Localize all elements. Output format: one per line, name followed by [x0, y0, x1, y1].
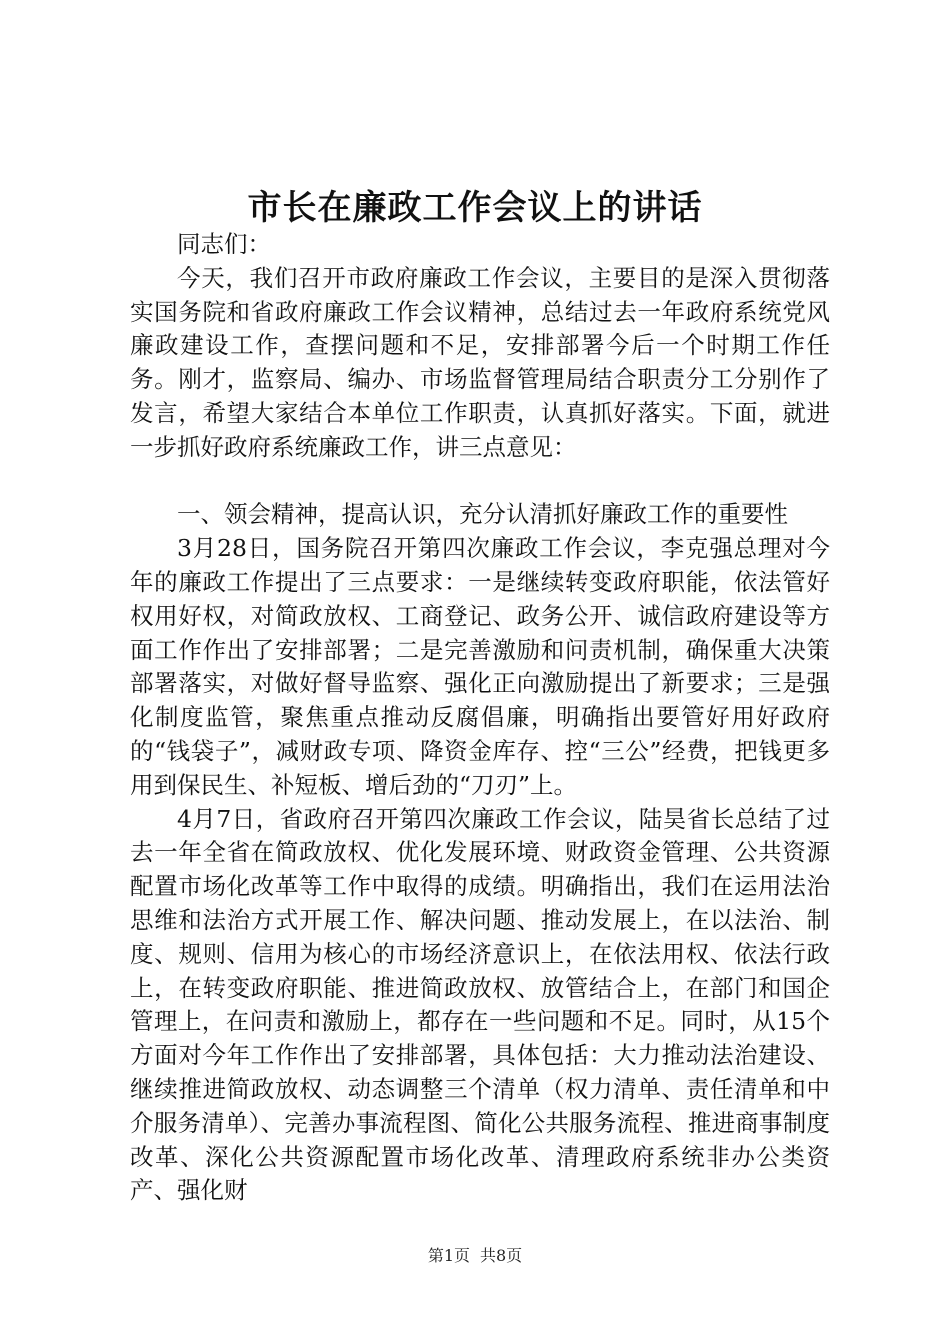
paragraph-state-council: 3月28日，国务院召开第四次廉政工作会议，李克强总理对今年的廉政工作提出了三点要求：一是继续转变政府职能，依法管好权用好权，对简政放权、工商登记、政务公开、诚信政府建设等方面工作作出了安排部署；二是完善激励和问责机制，确保重大决策部署落实，对做好督导监察、强化正向激励提出了新要求；三是强化制度监管，聚焦重点推动反腐倡廉，明确指出要管好用好政府的“钱袋子”，减财政专项、降资金库存、控“三公”经费，把钱更多用到保民生、补短板、增后劲的“刀刃”上。: [130, 534, 830, 799]
section-heading-1: 一、领会精神，提高认识，充分认清抓好廉政工作的重要性: [177, 500, 788, 529]
document-body: [130, 228, 830, 1208]
document-title: 市长在廉政工作会议上的讲话: [247, 188, 703, 228]
page-number: 第1页: [427, 1246, 470, 1265]
paragraph-provincial: 4月7日，省政府召开第四次廉政工作会议，陆昊省长总结了过去一年全省在简政放权、优化发展环境、财政资金管理、公共资源配置市场化改革等工作中取得的成绩。明确指出，我们在运用法治思维和法治方式开展工作、解决问题、推动发展上，在以法治、制度、规则、信用为核心的市场经济意识上，在依法用权、依法行政上，在转变政府职能、推进简政放权、放管结合上，在部门和国企管理上，在问责和激励上，都存在一些问题和不足。同时，从15个方面对今年工作作出了安排部署，具体包括：大力推动法治建设、继续推进简政放权、动态调整三个清单（权力清单、责任清单和中介服务清单）、完善办事流程图、简化公共服务流程、推进商事制度改革、深化公共资源配置市场化改革、清理政府系统非办公类资产、强化财: [130, 804, 830, 1205]
paragraph-intro: 今天，我们召开市政府廉政工作会议，主要目的是深入贯彻落实国务院和省政府廉政工作会议精神，总结过去一年政府系统党风廉政建设工作，查摆问题和不足，安排部署今后一个时期工作任务。刚才，监察局、编办、市场监督管理局结合职责分工分别作了发言，希望大家结合本单位工作职责，认真抓好落实。下面，就进一步抓好政府系统廉政工作，讲三点意见：: [130, 263, 830, 461]
page-footer: [0, 1246, 950, 1266]
salutation: 同志们：: [177, 230, 271, 258]
page-total: 共8页: [480, 1246, 523, 1265]
